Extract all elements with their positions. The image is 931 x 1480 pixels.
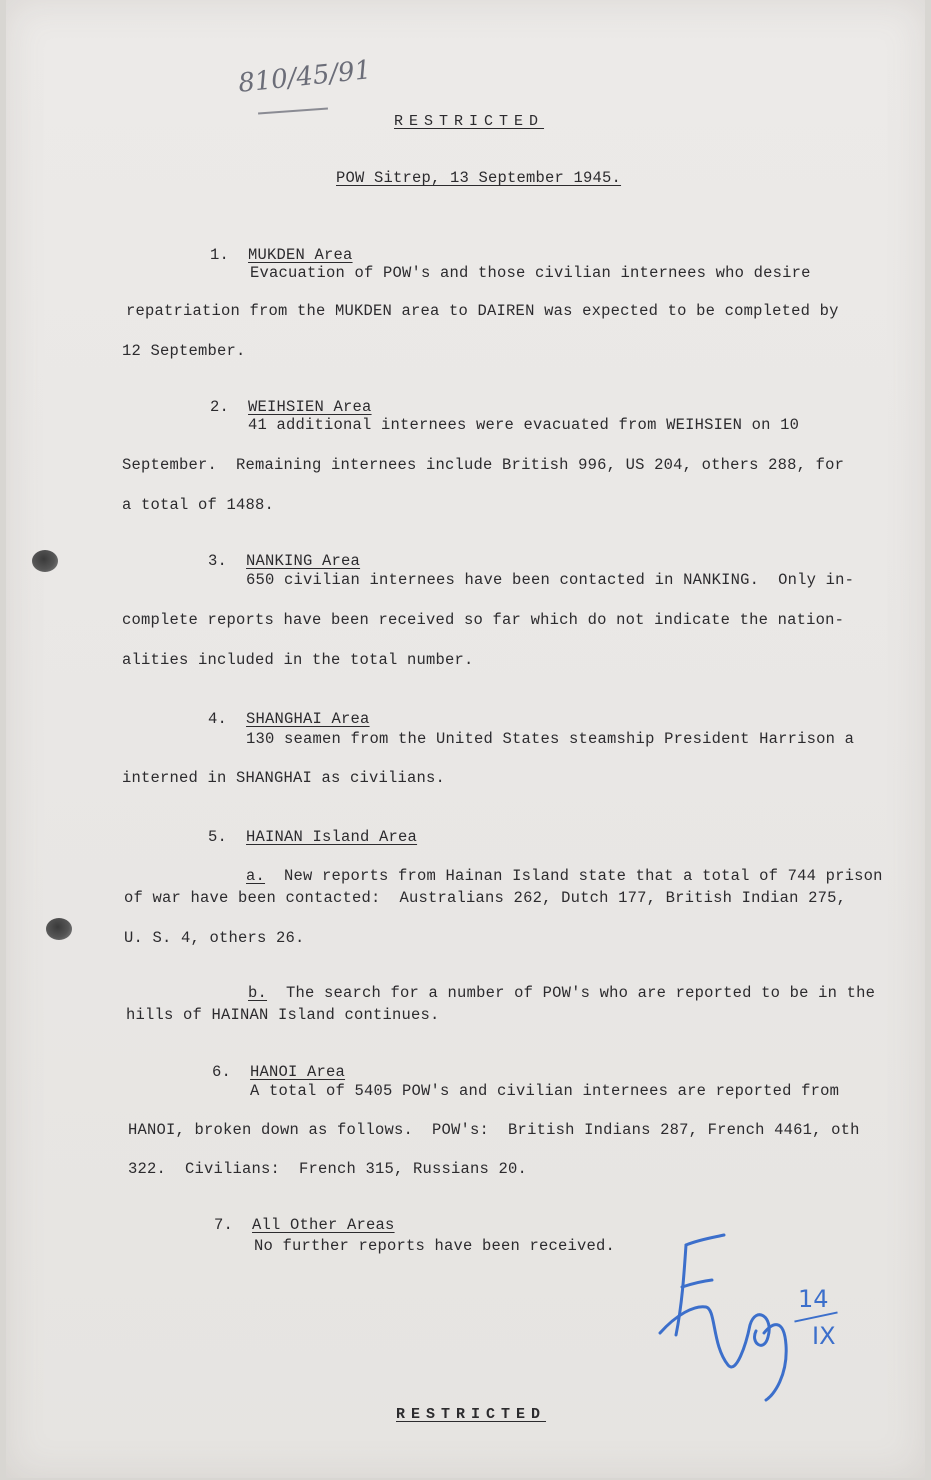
body-line: Evacuation of POW's and those civilian internees who desire	[250, 264, 811, 282]
body-line: a total of 1488.	[122, 496, 275, 514]
signature-date-day: 14	[798, 1285, 829, 1313]
footer-classification: RESTRICTED	[396, 1406, 547, 1423]
section-number: 5.	[208, 828, 247, 846]
section-title: HANOI Area	[250, 1063, 346, 1081]
body-line: 130 seamen from the United States steamship President Harrison a	[246, 730, 855, 748]
body-line: repatriation from the MUKDEN area to DAIREN was expected to be completed by	[126, 302, 839, 320]
body-line: 650 civilian internees have been contacted in NANKING. Only in-	[246, 571, 855, 589]
section-title: WEIHSIEN Area	[248, 398, 372, 416]
pencil-underline	[258, 108, 328, 115]
section-number: 7.	[214, 1216, 253, 1234]
body-line: of war have been contacted: Australians 262, Dutch 177, British Indian 275,	[124, 889, 847, 907]
body-line: complete reports have been received so far which do not indicate the nation-	[122, 611, 845, 629]
handwritten-initials-signature	[646, 1225, 876, 1405]
section-title: All Other Areas	[252, 1216, 395, 1234]
section-title: NANKING Area	[246, 552, 361, 570]
document-title: POW Sitrep, 13 September 1945.	[336, 169, 622, 187]
subsection-letter: a.	[246, 867, 266, 885]
body-line: No further reports have been received.	[254, 1237, 616, 1255]
punch-hole	[46, 918, 72, 940]
section-number: 6.	[212, 1063, 251, 1081]
body-text: New reports from Hainan Island state that a total of 744 prison	[265, 867, 883, 885]
body-line: 41 additional internees were evacuated from WEIHSIEN on 10	[248, 416, 800, 434]
body-line: interned in SHANGHAI as civilians.	[122, 769, 446, 787]
subsection-letter: b.	[248, 984, 268, 1002]
document-page	[6, 0, 925, 1478]
punch-hole	[32, 550, 58, 572]
body-line: hills of HAINAN Island continues.	[126, 1006, 440, 1024]
body-line: 322. Civilians: French 315, Russians 20.	[128, 1160, 528, 1178]
header-classification: RESTRICTED	[394, 113, 545, 130]
body-text: The search for a number of POW's who are reported to be in the	[267, 984, 876, 1002]
body-line: A total of 5405 POW's and civilian internees are reported from	[250, 1082, 840, 1100]
body-line: U. S. 4, others 26.	[124, 929, 305, 947]
section-number: 4.	[208, 710, 247, 728]
section-number: 2.	[210, 398, 249, 416]
section-title: MUKDEN Area	[248, 246, 353, 264]
section-title: SHANGHAI Area	[246, 710, 370, 728]
section-title: HAINAN Island Area	[246, 828, 418, 846]
body-line: 12 September.	[122, 342, 246, 360]
body-line: HANOI, broken down as follows. POW's: British Indians 287, French 4461, oth	[128, 1121, 860, 1139]
body-line: alities included in the total number.	[122, 651, 474, 669]
section-number: 3.	[208, 552, 247, 570]
handwritten-reference-number: 810/45/91	[236, 55, 373, 99]
signature-date-month: IX	[812, 1322, 836, 1350]
section-number: 1.	[210, 246, 249, 264]
body-line: September. Remaining internees include British 996, US 204, others 288, for	[122, 456, 845, 474]
